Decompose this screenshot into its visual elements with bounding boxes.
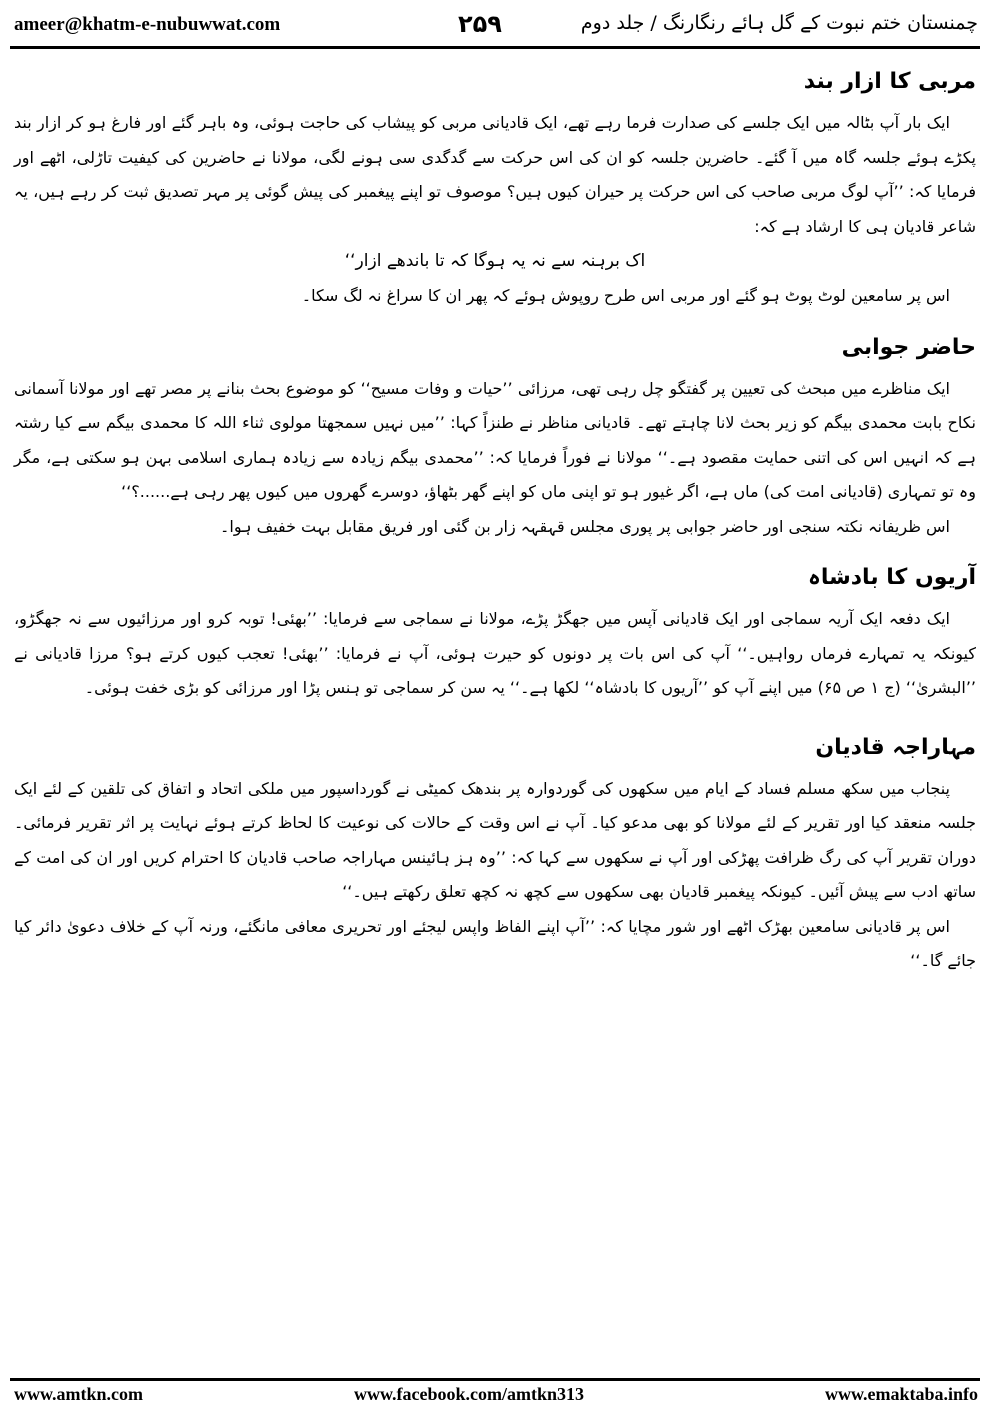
section-heading: مہاراجہ قادیان [815, 734, 976, 760]
section-hazir-jawabi [14, 324, 976, 545]
footer-link-facebook[interactable]: www.facebook.com/amtkn313 [354, 1384, 584, 1404]
verse-line: اک برہنہ سے نہ یہ ہوگا کہ تا باندھے ازار‘‘ [344, 251, 646, 271]
section-murabbi [14, 58, 976, 314]
paragraph: اس ظریفانہ نکتہ سنجی اور حاضر جوابی پر پوری مجلس قہقہہ زار بن گئی اور فریق مقابل بہت خفیف ہوا۔ [220, 516, 950, 536]
section-aryon-ka-badshah [14, 554, 976, 706]
paragraph: اس پر قادیانی سامعین بھڑک اٹھے اور شور مچایا کہ: ’’آپ اپنے الفاظ واپس لیجئے اور تحریری معافی مانگئے، ورنہ آپ کے خلاف دعویٰ دائر کیا جائے گا۔‘‘ [14, 916, 976, 970]
section-heading: آریوں کا بادشاہ [807, 565, 976, 590]
footer-divider [10, 1378, 980, 1381]
paragraph: ایک بار آپ بٹالہ میں ایک جلسے کی صدارت فرما رہے تھے، ایک قادیانی مربی کو پیشاب کی حاجت ہوئی، وہ باہر گئے اور فارغ ہو کر ازار بند پکڑے ہوئے جلسہ گاہ میں آ گئے۔ حاضرین جلسہ کو ان کی اس حرکت سے گدگدی سی ہونے لگی، مولانا نے حاضرین کی کیفیت تاڑلی، اٹھے اور فرمایا کہ: ’’آپ لوگ مربی صاحب کی اس حرکت پر حیران کیوں ہیں؟ موصوف تو اپنے پیغمبر کی پیش گوئی پر مہر تصدیق ثبت کر رہے ہیں، یہ شاعر قادیان ہی کا ارشاد ہے کہ: [14, 113, 977, 236]
page-number: ۲۵۹ [458, 10, 502, 38]
paragraph: ایک مناظرے میں مبحث کی تعیین پر گفتگو چل رہی تھی، مرزائی ’’حیات و وفات مسیح‘‘ کو موضوع بحث بنانے پر مصر تھے اور مولانا آسمانی نکاح بابت محمدی بیگم کو زیر بحث لانا چاہتے تھے۔ قادیانی مناظر نے طنزاً کہا: ’’میں نہیں سمجھتا مولوی ثناء اللہ کا محمدی بیگم سے کیا رشتہ ہے کہ انہیں اس کی اتنی حمایت مقصود ہے۔‘‘ مولانا نے فوراً فرمایا کہ: ’’محمدی بیگم زیادہ سے زیادہ ہماری اسلامی بہن ہو سکتی ہے، مگر وہ تو تمہاری (قادیانی امت کی) ماں ہے، اگر غیور ہو تو اپنی ماں کو اپنے گھر بٹھاؤ، دوسرے گھروں میں کیوں پھر رہی ہے......؟‘‘ [14, 378, 976, 501]
page-content [14, 58, 976, 1372]
paragraph: ایک دفعہ ایک آریہ سماجی اور ایک قادیانی آپس میں جھگڑ پڑے، مولانا نے سماجی سے فرمایا: ’’بھئی! توبہ کرو اور مرزائیوں سے نہ جھگڑو، کیونکہ یہ تمہارے فرماں رواہیں۔‘‘ آپ کی اس بات پر دونوں کو حیرت ہوئی، آپ نے فرمایا: ’’بھئی! تعجب کیوں کرتے ہو؟ مرزا قادیانی نے ’’البشریٰ‘‘ (ج ۱ ص ۶۵) میں اپنے آپ کو ’’آریوں کا بادشاہ‘‘ لکھا ہے۔‘‘ یہ سن کر سماجی تو ہنس پڑا اور مرزائی کو بڑی خفت ہوئی۔ [14, 609, 976, 697]
section-heading: حاضر جوابی [841, 334, 976, 360]
footer-link-amtkn[interactable]: www.amtkn.com [14, 1384, 143, 1404]
paragraph: اس پر سامعین لوٹ پوٹ ہو گئے اور مربی اس طرح روپوش ہوئے کہ پھر ان کا سراغ نہ لگ سکا۔ [301, 286, 950, 305]
footer-link-emaktaba[interactable]: www.emaktaba.info [824, 1384, 978, 1404]
header-email: ameer@khatm-e-nubuwwat.com [14, 14, 281, 35]
paragraph: پنجاب میں سکھ مسلم فساد کے ایام میں سکھوں کی گوردوارہ پر بندھک کمیٹی نے گورداسپور میں ملکی اتحاد و اتفاق کی تلقین کے لئے ایک جلسہ منعقد کیا اور تقریر کے لئے مولانا کو بھی مدعو کیا۔ آپ نے اس وقت کے حالات کی نوعیت کا لحاظ کرتے ہوئے نہایت پر اثر تقریر فرمائی۔ دوران تقریر آپ کی رگ ظرافت پھڑکی اور آپ نے سکھوں سے کہا کہ: ’’وہ ہز ہائینس مہاراجہ صاحب قادیان کا احترام کریں اور ان کی امت کے ساتھ ادب سے پیش آئیں۔ کیونکہ پیغمبر قادیان بھی سکھوں سے کچھ نہ کچھ تعلق رکھتے ہیں۔‘‘ [14, 778, 976, 901]
header-divider [10, 46, 980, 49]
section-heading: مربی کا ازار بند [803, 69, 976, 94]
section-maharaja-qadian [14, 724, 976, 979]
book-title: چمنستان ختم نبوت کے گل ہائے رنگارنگ / جلد دوم [580, 12, 978, 34]
